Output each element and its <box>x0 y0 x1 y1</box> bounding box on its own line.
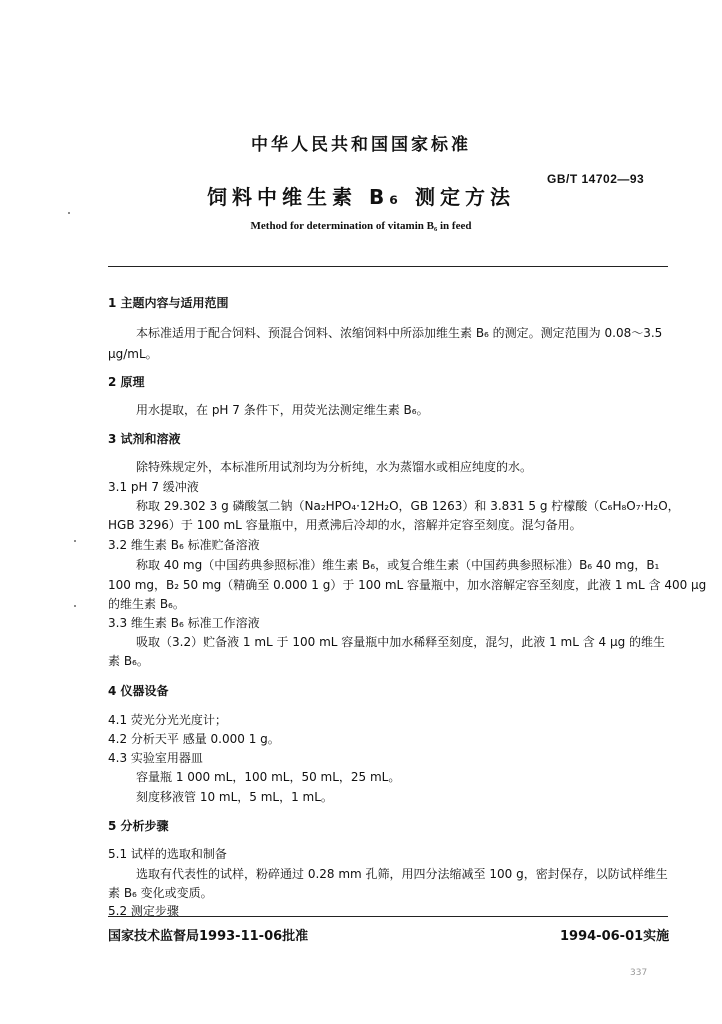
paragraph-line: 容量瓶 1 000 mL，100 mL，50 mL，25 mL。 <box>136 770 401 784</box>
paragraph-line: 称取 29.302 3 g 磷酸氢二钠（Na₂HPO₄·12H₂O，GB 1263）和 3.831 5 g 柠檬酸（C₆H₈O₇·H₂O， <box>136 499 680 513</box>
paragraph-line: 素 B₆。 <box>108 654 149 668</box>
subsection-heading: 4.2 分析天平 感量 0.000 1 g。 <box>108 732 280 746</box>
subsection-heading: 3.3 维生素 B₆ 标准工作溶液 <box>108 616 260 630</box>
effective-date: 1994-06-01实施 <box>560 929 670 944</box>
standard-number: GB/T 14702—93 <box>547 172 645 186</box>
national-standard-heading: 中华人民共和国国家标准 <box>251 135 471 155</box>
paragraph-line: 100 mg，B₂ 50 mg（精确至 0.000 1 g）于 100 mL 容量瓶中，加水溶解定容至刻度，此液 1 mL 含 400 μg <box>108 578 707 592</box>
approval-statement: 国家技术监督局1993-11-06批准 <box>108 929 309 944</box>
subsection-heading: 5.2 测定步骤 <box>108 904 179 918</box>
paragraph-line: 吸取（3.2）贮备液 1 mL 于 100 mL 容量瓶中加水稀释至刻度，混匀，此液 1 mL 含 4 μg 的维生 <box>136 635 666 649</box>
document-title-en: Method for determination of vitamin B₆ in feed <box>250 220 472 232</box>
section-heading: 4 仪器设备 <box>108 684 169 698</box>
subsection-heading: 3.2 维生素 B₆ 标准贮备溶液 <box>108 538 260 552</box>
subsection-heading: 4.3 实验室用器皿 <box>108 751 203 765</box>
section-heading: 1 主题内容与适用范围 <box>108 296 229 310</box>
paragraph-line: 选取有代表性的试样，粉碎通过 0.28 mm 孔筛，用四分法缩减至 100 g，密封保存，以防试样维生 <box>136 867 668 881</box>
footer-divider <box>108 916 668 917</box>
paragraph-line: 本标准适用于配合饲料、预混合饲料、浓缩饲料中所添加维生素 B₆ 的测定。测定范围为 0.08～3.5 <box>136 326 663 340</box>
paragraph-line: 刻度移液管 10 mL，5 mL，1 mL。 <box>136 790 333 804</box>
paragraph-line: 用水提取，在 pH 7 条件下，用荧光法测定维生素 B₆。 <box>136 403 429 417</box>
subsection-heading: 3.1 pH 7 缓冲液 <box>108 480 199 494</box>
subsection-heading: 4.1 荧光分光光度计； <box>108 713 227 727</box>
scan-speck <box>74 540 76 542</box>
document-title-cn: 饲料中维生素 B₆ 测定方法 <box>207 185 515 209</box>
subsection-heading: 5.1 试样的选取和制备 <box>108 847 227 861</box>
paragraph-line: 素 B₆ 变化或变质。 <box>108 886 213 900</box>
header-divider <box>108 266 668 267</box>
section-heading: 2 原理 <box>108 375 145 389</box>
scan-speck <box>74 605 76 607</box>
scan-speck <box>68 212 70 214</box>
page-number: 337 <box>630 968 648 978</box>
section-heading: 3 试剂和溶液 <box>108 432 181 446</box>
section-heading: 5 分析步骤 <box>108 819 169 833</box>
paragraph-line: 称取 40 mg（中国药典参照标准）维生素 B₆，或复合维生素（中国药典参照标准）B₆ 40 mg，B₁ <box>136 558 660 572</box>
paragraph-line: 除特殊规定外，本标准所用试剂均为分析纯，水为蒸馏水或相应纯度的水。 <box>136 460 533 474</box>
paragraph-line: 的维生素 B₆。 <box>108 597 185 611</box>
paragraph-line: μg/mL。 <box>108 347 158 361</box>
paragraph-line: HGB 3296）于 100 mL 容量瓶中，用煮沸后冷却的水，溶解并定容至刻度。混匀备用。 <box>108 518 582 532</box>
